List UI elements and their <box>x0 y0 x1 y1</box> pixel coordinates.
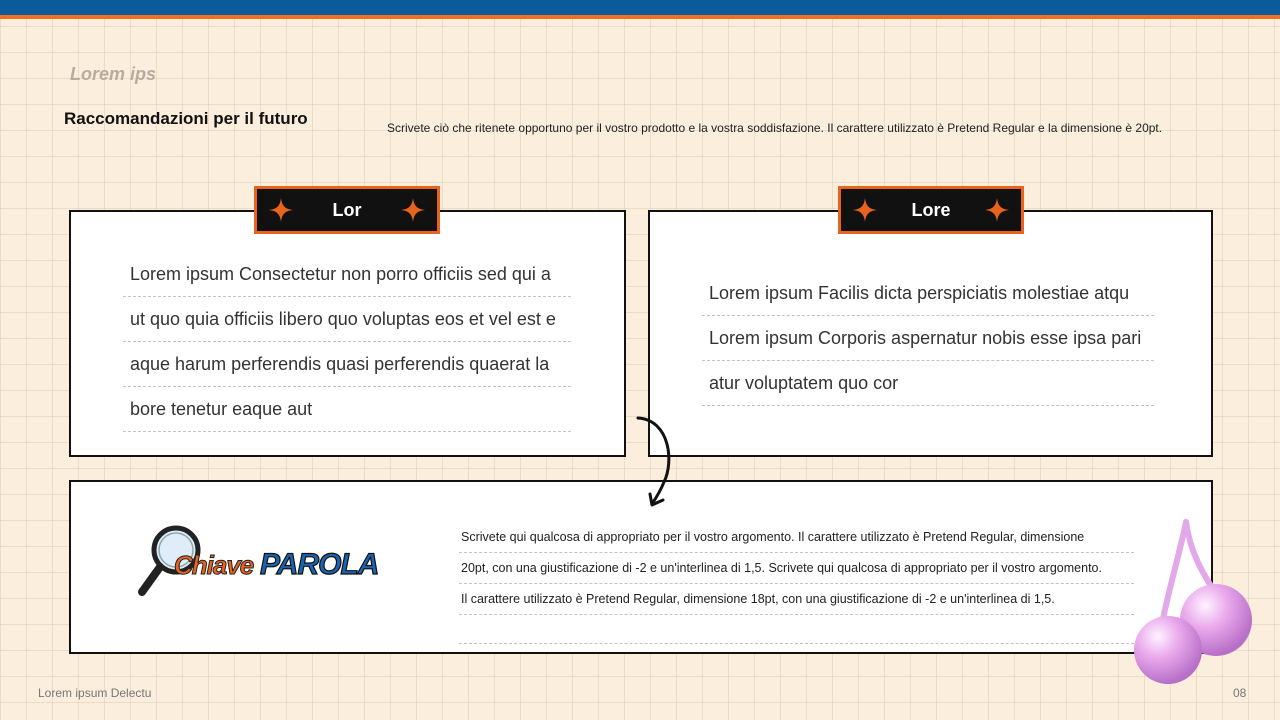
text-line: Lorem ipsum Consectetur non porro officiis sed qui a <box>123 252 571 297</box>
sparkle-icon <box>401 198 425 222</box>
text-line: bore tenetur eaque aut <box>123 387 571 432</box>
text-line: aque harum perferendis quasi perferendis quaerat la <box>123 342 571 387</box>
logo-word-chiave: Chiave <box>174 550 254 580</box>
left-card-tag <box>254 186 440 234</box>
sparkle-icon <box>853 198 877 222</box>
logo-word-parola: PAROLA <box>260 548 379 581</box>
top-bar-accent <box>0 15 1280 19</box>
page-number: 08 <box>1233 686 1247 700</box>
right-card-text <box>702 271 1154 406</box>
keyword-logo <box>134 522 394 602</box>
footer-text: Lorem ipsum Delectu <box>38 686 152 700</box>
page-subtitle: Scrivete ciò che ritenete opportuno per il vostro prodotto e la vostra soddisfazione. Il carattere utilizzato è Pretend Regular e la dimensione è 20pt. <box>387 121 1163 135</box>
left-card-text <box>123 252 571 432</box>
right-card-tag-label: Lore <box>911 199 951 220</box>
text-line: Lorem ipsum Corporis aspernatur nobis esse ipsa pari <box>702 316 1154 361</box>
text-line-empty <box>459 615 1134 644</box>
text-line: Il carattere utilizzato è Pretend Regular, dimensione 18pt, con una giustificazione di -2 e un'interlinea di 1,5. <box>459 584 1134 615</box>
text-line: atur voluptatem quo cor <box>702 361 1154 406</box>
text-line: 20pt, con una giustificazione di -2 e un'interlinea di 1,5. Scrivete qui qualcosa di appropriato per il vostro argomento. <box>459 553 1134 584</box>
text-line: ut quo quia officiis libero quo voluptas eos et vel est e <box>123 297 571 342</box>
cherries-icon <box>1128 512 1263 687</box>
sparkle-icon <box>269 198 293 222</box>
curved-arrow-icon <box>630 412 680 512</box>
brand-label: Lorem ips <box>70 64 157 84</box>
text-line: Scrivete qui qualcosa di appropriato per il vostro argomento. Il carattere utilizzato è Pretend Regular, dimensione <box>459 522 1134 553</box>
right-card-tag <box>838 186 1024 234</box>
text-line: Lorem ipsum Facilis dicta perspiciatis molestiae atqu <box>702 271 1154 316</box>
top-bar <box>0 0 1280 15</box>
left-card-tag-label: Lor <box>332 199 362 220</box>
sparkle-icon <box>985 198 1009 222</box>
page-title: Raccomandazioni per il futuro <box>64 109 308 128</box>
bottom-card-text <box>459 522 1134 644</box>
